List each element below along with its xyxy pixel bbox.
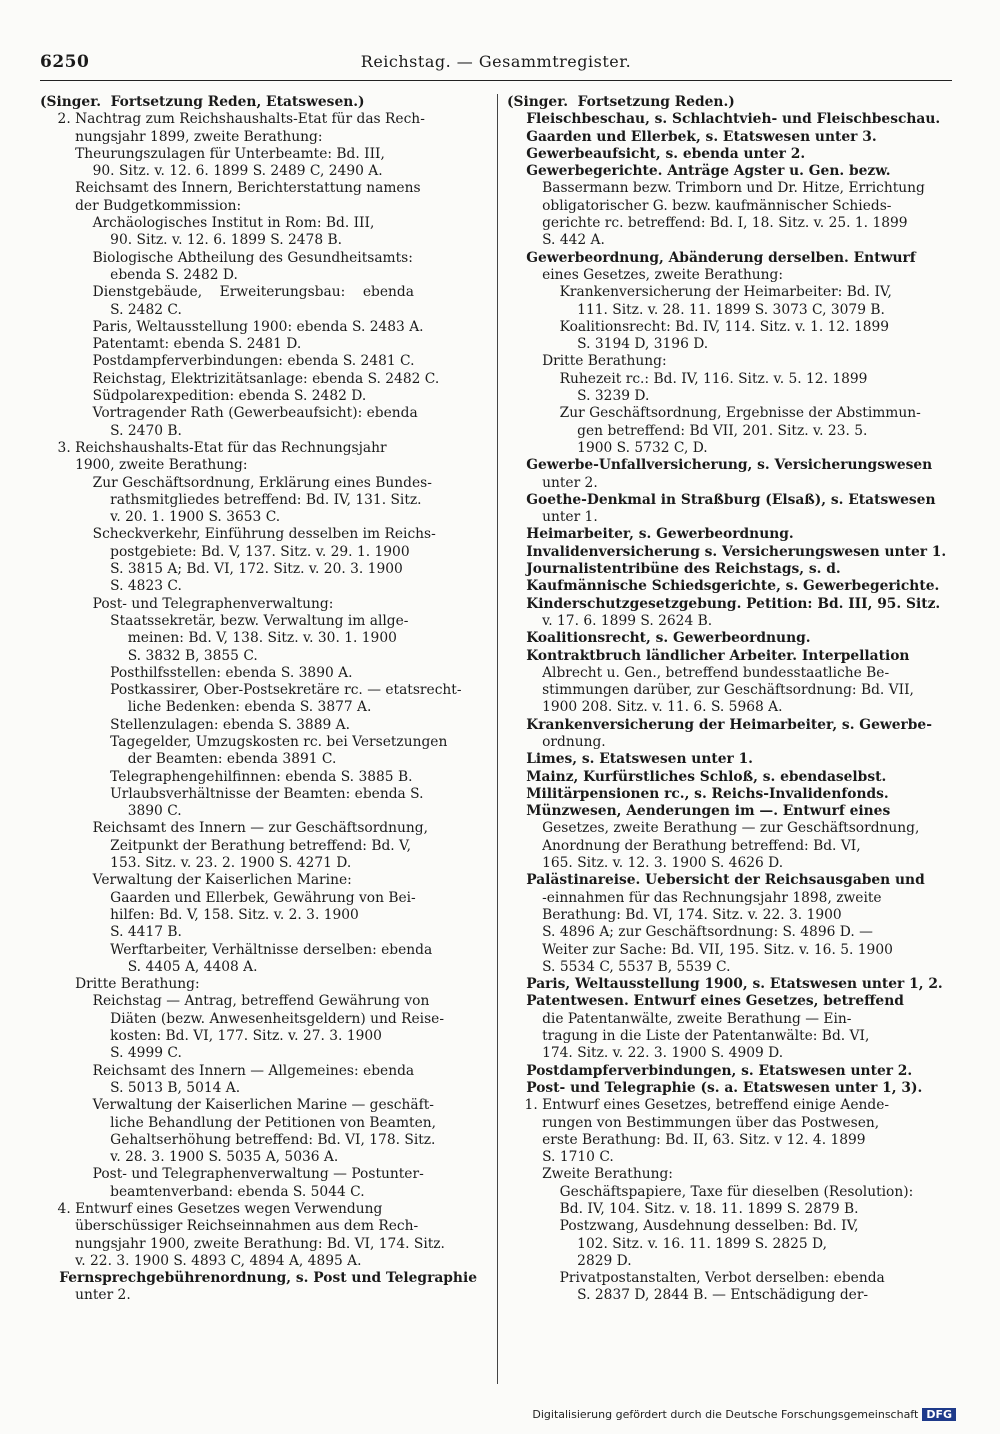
text-line: gen betreffend: Bd VII, 201. Sitz. v. 23. 5. bbox=[507, 422, 868, 439]
text-line: Postdampferverbindungen, s. Etatswesen unter 2. bbox=[507, 1062, 913, 1079]
text-line: kosten: Bd. VI, 177. Sitz. v. 27. 3. 1900 bbox=[40, 1028, 382, 1045]
text-line: Berathung: Bd. VI, 174. Sitz. v. 22. 3. 1900 bbox=[507, 906, 842, 923]
text-line: S. 3815 A; Bd. VI, 172. Sitz. v. 20. 3. 1900 bbox=[40, 561, 403, 578]
running-title: Reichstag. — Gesammtregister. bbox=[360, 52, 632, 71]
text-line: Fleischbeschau, s. Schlachtvieh- und Fleischbeschau. bbox=[507, 111, 941, 128]
text-line: Biologische Abtheilung des Gesundheitsamts: bbox=[40, 249, 413, 266]
text-line: Postkassirer, Ober-Postsekretäre rc. — etatsrecht- bbox=[40, 682, 462, 699]
text-line: der Beamten: ebenda 3891 C. bbox=[40, 751, 337, 768]
text-line: S. 4417 B. bbox=[40, 924, 182, 941]
text-line: Archäologisches Institut in Rom: Bd. III, bbox=[40, 215, 375, 232]
text-line: S. 4999 C. bbox=[40, 1045, 182, 1062]
text-line: Militärpensionen rc., s. Reichs-Invalidenfonds. bbox=[507, 785, 889, 802]
text-line: Krankenversicherung der Heimarbeiter, s. Gewerbe- bbox=[507, 716, 932, 733]
text-line: Kinderschutzgesetzgebung. Petition: Bd. III, 95. Sitz. bbox=[507, 595, 941, 612]
text-line: Postzwang, Ausdehnung desselben: Bd. IV, bbox=[507, 1218, 859, 1235]
text-line: S. 5534 C, 5537 B, 5539 C. bbox=[507, 958, 731, 975]
text-line: Koalitionsrecht: Bd. IV, 114. Sitz. v. 1. 12. 1899 bbox=[507, 318, 890, 335]
text-line: Reichstag, Elektrizitätsanlage: ebenda S. 2482 C. bbox=[40, 370, 440, 387]
text-line: eines Gesetzes, zweite Berathung: bbox=[507, 266, 783, 283]
text-line: überschüssiger Reichseinnahmen aus dem Rech- bbox=[40, 1218, 419, 1235]
text-line: Zweite Berathung: bbox=[507, 1166, 673, 1183]
text-line: ebenda S. 2482 D. bbox=[40, 266, 238, 283]
text-line: unter 1. bbox=[507, 509, 598, 526]
text-line: erste Berathung: Bd. II, 63. Sitz. v 12. 4. 1899 bbox=[507, 1131, 866, 1148]
text-line: S. 2470 B. bbox=[40, 422, 182, 439]
text-line: Goethe-Denkmal in Straßburg (Elsaß), s. Etatswesen bbox=[507, 491, 936, 508]
text-line: Scheckverkehr, Einführung desselben im Reichs- bbox=[40, 526, 436, 543]
text-line: obligatorischer G. bezw. kaufmännischer Schieds- bbox=[507, 197, 892, 214]
text-line: Dritte Berathung: bbox=[40, 976, 200, 993]
text-line: unter 2. bbox=[40, 1287, 131, 1304]
text-line: 111. Sitz. v. 28. 11. 1899 S. 3073 C, 3079 B. bbox=[507, 301, 885, 318]
text-line: Dienstgebäude, Erweiterungsbau: ebenda bbox=[40, 284, 414, 301]
text-line: Tagegelder, Umzugskosten rc. bei Versetzungen bbox=[40, 733, 448, 750]
text-line: v. 20. 1. 1900 S. 3653 C. bbox=[40, 509, 281, 526]
text-line: liche Bedenken: ebenda S. 3877 A. bbox=[40, 699, 372, 716]
text-line: rungen von Bestimmungen über das Postwesen, bbox=[507, 1114, 880, 1131]
text-line: 102. Sitz. v. 16. 11. 1899 S. 2825 D, bbox=[507, 1235, 827, 1252]
text-line: Privatpostanstalten, Verbot derselben: ebenda bbox=[507, 1270, 885, 1287]
text-line: Fernsprechgebührenordnung, s. Post und Telegraphie bbox=[40, 1270, 477, 1287]
text-line: Postdampferverbindungen: ebenda S. 2481 C. bbox=[40, 353, 415, 370]
text-line: S. 4823 C. bbox=[40, 578, 182, 595]
text-line: Gaarden und Ellerbek, Gewährung von Bei- bbox=[40, 889, 416, 906]
text-line: Post- und Telegraphenverwaltung — Postunter- bbox=[40, 1166, 424, 1183]
text-line: Reichstag — Antrag, betreffend Gewährung von bbox=[40, 993, 430, 1010]
text-line: v. 28. 3. 1900 S. 5035 A, 5036 A. bbox=[40, 1149, 339, 1166]
text-line: Krankenversicherung der Heimarbeiter: Bd. IV, bbox=[507, 284, 892, 301]
text-line: Staatssekretär, bezw. Verwaltung im allge- bbox=[40, 612, 409, 629]
text-line: S. 5013 B, 5014 A. bbox=[40, 1079, 241, 1096]
text-line: Heimarbeiter, s. Gewerbeordnung. bbox=[507, 526, 794, 543]
text-line: rathsmitgliedes betreffend: Bd. IV, 131. Sitz. bbox=[40, 491, 422, 508]
text-line: 1. Entwurf eines Gesetzes, betreffend einige Aende- bbox=[507, 1097, 890, 1114]
text-line: beamtenverband: ebenda S. 5044 C. bbox=[40, 1183, 365, 1200]
text-line: stimmungen darüber, zur Geschäftsordnung: Bd. VII, bbox=[507, 682, 914, 699]
text-line: v. 22. 3. 1900 S. 4893 C, 4894 A, 4895 A. bbox=[40, 1252, 362, 1269]
text-line: Mainz, Kurfürstliches Schloß, s. ebendaselbst. bbox=[507, 768, 887, 785]
text-line: 3. Reichshaushalts-Etat für das Rechnungsjahr bbox=[40, 439, 387, 456]
text-line: die Patentanwälte, zweite Berathung — Ein- bbox=[507, 1010, 852, 1027]
text-line: Bd. IV, 104. Sitz. v. 18. 11. 1899 S. 2879 B. bbox=[507, 1201, 859, 1217]
text-line: Kontraktbruch ländlicher Arbeiter. Interpellation bbox=[507, 647, 910, 664]
text-line: Posthilfsstellen: ebenda S. 3890 A. bbox=[40, 664, 353, 681]
text-line: Gewerbeaufsicht, s. ebenda unter 2. bbox=[507, 145, 806, 162]
text-line: Gehaltserhöhung betreffend: Bd. VI, 178. Sitz. bbox=[40, 1131, 436, 1148]
text-line: gerichte rc. betreffend: Bd. I, 18. Sitz. v. 25. 1. 1899 bbox=[507, 215, 908, 232]
text-line: Reichsamt des Innern — Allgemeines: ebenda bbox=[40, 1062, 415, 1079]
footer bbox=[532, 1408, 956, 1421]
text-line: S. 3194 D, 3196 D. bbox=[507, 336, 709, 353]
text-line: 90. Sitz. v. 12. 6. 1899 S. 2489 C, 2490 A. bbox=[40, 163, 383, 180]
text-line: Werftarbeiter, Verhältnisse derselben: ebenda bbox=[40, 941, 433, 958]
text-line: nungsjahr 1900, zweite Berathung: Bd. VI, 174. Sitz. bbox=[40, 1235, 445, 1252]
text-line: Anordnung der Berathung betreffend: Bd. VI, bbox=[507, 837, 861, 854]
text-line: S. 2482 C. bbox=[40, 301, 182, 318]
text-line: Paris, Weltausstellung 1900, s. Etatswesen unter 1, 2. bbox=[507, 976, 943, 993]
text-line: 4. Entwurf eines Gesetzes wegen Verwendung bbox=[40, 1201, 383, 1217]
text-line: Weiter zur Sache: Bd. VII, 195. Sitz. v. 16. 5. 1900 bbox=[507, 941, 893, 958]
text-line: 1900, zweite Berathung: bbox=[40, 457, 248, 474]
text-line: Reichsamt des Innern, Berichterstattung namens bbox=[40, 180, 421, 197]
text-line: 165. Sitz. v. 12. 3. 1900 S. 4626 D. bbox=[507, 855, 784, 872]
text-line: Palästinareise. Uebersicht der Reichsausgaben und bbox=[507, 872, 925, 889]
text-line: 90. Sitz. v. 12. 6. 1899 S. 2478 B. bbox=[40, 232, 343, 249]
text-line: Gewerbeordnung, Abänderung derselben. Entwurf bbox=[507, 249, 916, 266]
text-line: (Singer. Fortsetzung Reden, Etatswesen.) bbox=[40, 94, 365, 110]
footer-text: Digitalisierung gefördert durch die Deutsche Forschungsgemeinschaft bbox=[532, 1408, 919, 1421]
text-line: Patentwesen. Entwurf eines Gesetzes, betreffend bbox=[507, 993, 904, 1010]
text-line: Limes, s. Etatswesen unter 1. bbox=[507, 751, 753, 768]
page-header bbox=[40, 52, 952, 78]
text-line: nungsjahr 1899, zweite Berathung: bbox=[40, 128, 323, 145]
text-line: S. 4405 A, 4408 A. bbox=[40, 958, 258, 975]
text-line: Kaufmännische Schiedsgerichte, s. Gewerbegerichte. bbox=[507, 578, 940, 595]
text-line: Geschäftspapiere, Taxe für dieselben (Resolution): bbox=[507, 1183, 914, 1200]
text-line: 2. Nachtrag zum Reichshaushalts-Etat für das Rech- bbox=[40, 111, 425, 128]
text-line: 153. Sitz. v. 23. 2. 1900 S. 4271 D. bbox=[40, 855, 352, 872]
text-line: Gewerbe-Unfallversicherung, s. Versicherungswesen bbox=[507, 457, 933, 474]
text-line: Diäten (bezw. Anwesenheitsgeldern) und Reise- bbox=[40, 1010, 445, 1027]
text-line: tragung in die Liste der Patentanwälte: Bd. VI, bbox=[507, 1028, 870, 1045]
text-line: Ruhezeit rc.: Bd. IV, 116. Sitz. v. 5. 12. 1899 bbox=[507, 370, 868, 387]
text-line: Theurungszulagen für Unterbeamte: Bd. III, bbox=[40, 145, 385, 162]
text-line: unter 2. bbox=[507, 474, 598, 491]
text-line: liche Behandlung der Petitionen von Beamten, bbox=[40, 1114, 437, 1131]
text-line: Urlaubsverhältnisse der Beamten: ebenda S. bbox=[40, 785, 424, 802]
dfg-logo: DFG bbox=[922, 1408, 956, 1421]
text-line: Gewerbegerichte. Anträge Agster u. Gen. bezw. bbox=[507, 163, 891, 180]
text-line: S. 3239 D. bbox=[507, 388, 650, 405]
text-line: Post- und Telegraphenverwaltung: bbox=[40, 595, 334, 612]
text-line: Südpolarexpedition: ebenda S. 2482 D. bbox=[40, 388, 367, 405]
text-line: Bassermann bezw. Trimborn und Dr. Hitze, Errichtung bbox=[507, 180, 925, 197]
text-line: 3890 C. bbox=[40, 803, 182, 820]
text-line: Patentamt: ebenda S. 2481 D. bbox=[40, 336, 302, 353]
text-line: Zeitpunkt der Berathung betreffend: Bd. V, bbox=[40, 837, 411, 854]
text-line: Stellenzulagen: ebenda S. 3889 A. bbox=[40, 716, 350, 733]
text-line: 1900 S. 5732 C, D. bbox=[507, 439, 708, 456]
text-line: Zur Geschäftsordnung, Erklärung eines Bundes- bbox=[40, 474, 432, 491]
text-line: Verwaltung der Kaiserlichen Marine — geschäft- bbox=[40, 1097, 434, 1114]
text-line: S. 442 A. bbox=[507, 232, 605, 249]
text-line: Vortragender Rath (Gewerbeaufsicht): ebenda bbox=[40, 405, 418, 422]
text-line: Verwaltung der Kaiserlichen Marine: bbox=[40, 872, 352, 889]
text-line: Koalitionsrecht, s. Gewerbeordnung. bbox=[507, 630, 811, 647]
text-line: (Singer. Fortsetzung Reden.) bbox=[507, 94, 735, 110]
text-line: postgebiete: Bd. V, 137. Sitz. v. 29. 1. 1900 bbox=[40, 543, 410, 560]
header-rule bbox=[40, 80, 952, 81]
text-line: Dritte Berathung: bbox=[507, 353, 667, 370]
text-line: der Budgetkommission: bbox=[40, 197, 242, 214]
text-line: Reichsamt des Innern — zur Geschäftsordnung, bbox=[40, 820, 429, 837]
text-line: S. 1710 C. bbox=[507, 1149, 614, 1166]
text-line: meinen: Bd. V, 138. Sitz. v. 30. 1. 1900 bbox=[40, 630, 397, 647]
text-line: S. 3832 B, 3855 C. bbox=[40, 647, 258, 664]
text-line: 1900 208. Sitz. v. 11. 6. S. 5968 A. bbox=[507, 699, 783, 716]
text-line: hilfen: Bd. V, 158. Sitz. v. 2. 3. 1900 bbox=[40, 906, 359, 923]
text-line: Journalistentribüne des Reichstags, s. d. bbox=[507, 561, 841, 578]
text-line: -einnahmen für das Rechnungsjahr 1898, zweite bbox=[507, 889, 882, 906]
text-line: S. 2837 D, 2844 B. — Entschädigung der- bbox=[507, 1287, 869, 1304]
text-line: 2829 D. bbox=[507, 1252, 632, 1269]
column-divider bbox=[497, 94, 498, 1384]
text-line: Münzwesen, Aenderungen im —. Entwurf eines bbox=[507, 803, 891, 820]
text-line: Albrecht u. Gen., betreffend bundesstaatliche Be- bbox=[507, 664, 890, 681]
text-line: v. 17. 6. 1899 S. 2624 B. bbox=[507, 612, 713, 629]
text-line: Gaarden und Ellerbek, s. Etatswesen unter 3. bbox=[507, 128, 877, 145]
text-line: Telegraphengehilfinnen: ebenda S. 3885 B. bbox=[40, 768, 413, 785]
right-column bbox=[507, 94, 954, 1384]
text-line: Zur Geschäftsordnung, Ergebnisse der Abstimmun- bbox=[507, 405, 921, 422]
text-line: Post- und Telegraphie (s. a. Etatswesen unter 1, 3). bbox=[507, 1079, 923, 1096]
text-line: S. 4896 A; zur Geschäftsordnung: S. 4896 D. — bbox=[507, 924, 873, 941]
text-line: Invalidenversicherung s. Versicherungswesen unter 1. bbox=[507, 543, 947, 560]
left-column bbox=[40, 94, 490, 1384]
text-line: 174. Sitz. v. 22. 3. 1900 S. 4909 D. bbox=[507, 1045, 784, 1062]
text-line: Paris, Weltausstellung 1900: ebenda S. 2483 A. bbox=[40, 318, 424, 335]
text-line: Gesetzes, zweite Berathung — zur Geschäftsordnung, bbox=[507, 820, 920, 837]
text-line: ordnung. bbox=[507, 733, 606, 750]
page-number: 6250 bbox=[40, 52, 90, 72]
